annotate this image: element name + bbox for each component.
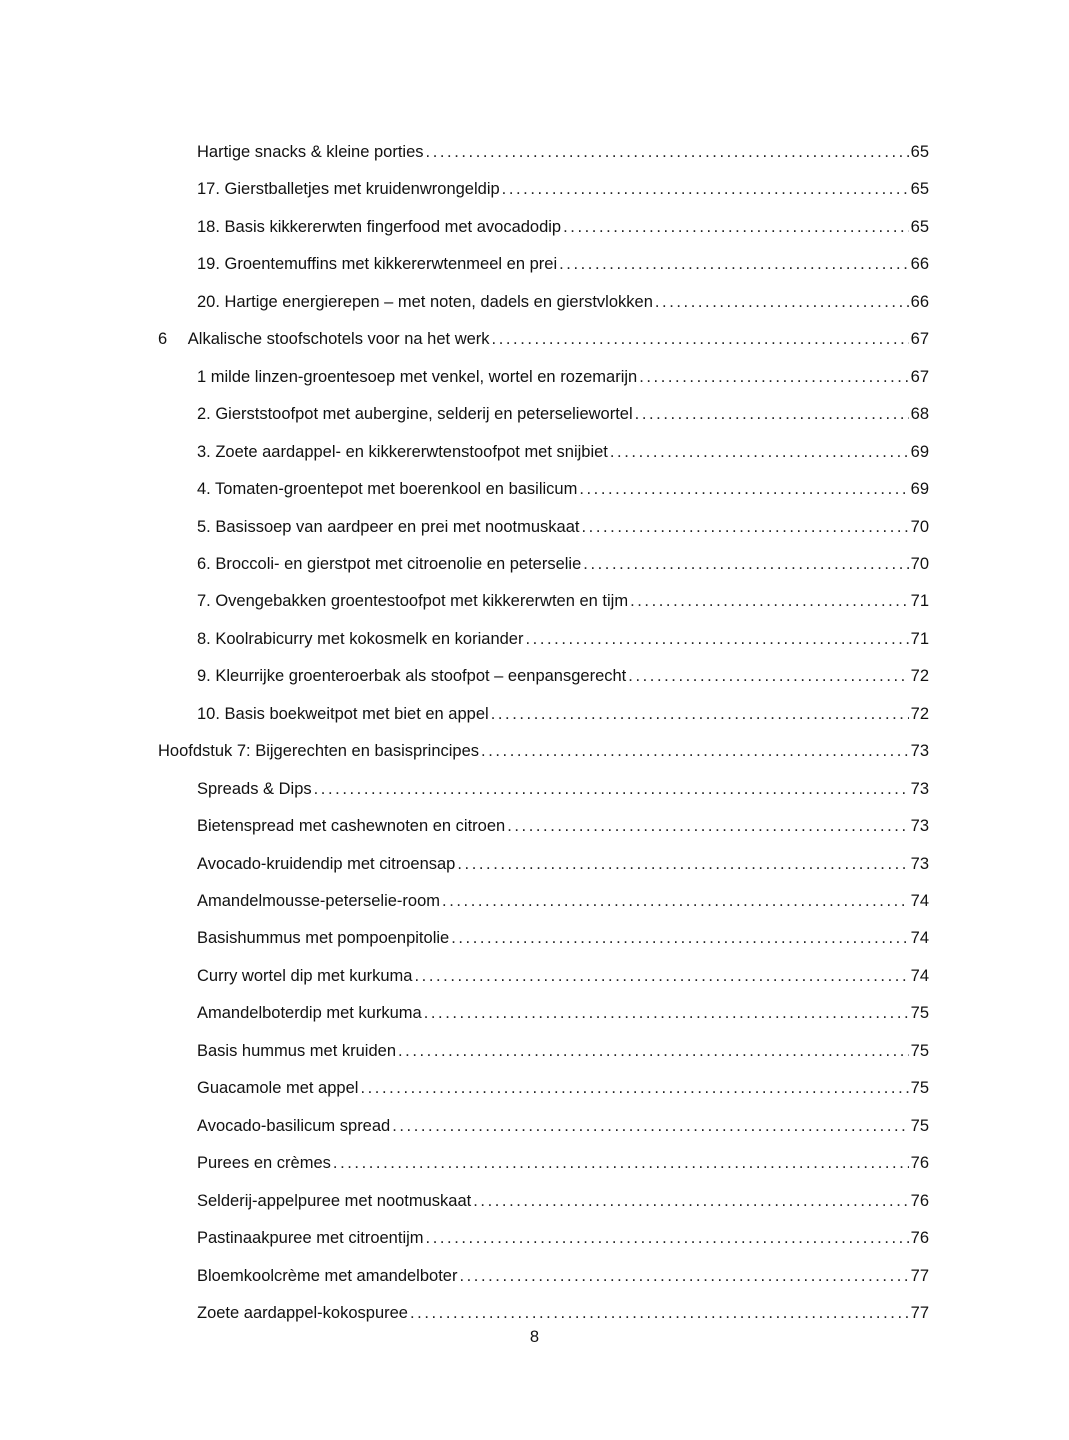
toc-entry[interactable]: [197, 214, 929, 240]
dot-leader: [473, 1188, 908, 1214]
toc-entry-page: 75: [910, 1004, 929, 1022]
toc-entry-title: 19. Groentemuffins met kikkererwtenmeel en prei: [197, 255, 558, 273]
toc-entry[interactable]: [197, 251, 929, 277]
dot-leader: [628, 663, 908, 689]
toc-entry[interactable]: [197, 925, 929, 951]
page-number: 8: [529, 1328, 540, 1346]
toc-entry-title: Purees en crèmes: [197, 1154, 331, 1172]
toc-entry-page: 72: [910, 667, 929, 685]
toc-entry-page: 75: [910, 1117, 929, 1135]
toc-entry[interactable]: [197, 439, 929, 465]
toc-entry-title: 1 milde linzen-groentesoep met venkel, wortel en rozemarijn: [197, 368, 638, 386]
toc-entry-title: Basishummus met pompoenpitolie: [197, 929, 450, 947]
toc-entry-title: Amandelboterdip met kurkuma: [197, 1004, 422, 1022]
toc-entry-page: 71: [910, 592, 929, 610]
toc-entry-page: 73: [910, 817, 929, 835]
toc-entry-page: 77: [910, 1304, 929, 1322]
dot-leader: [491, 701, 909, 727]
toc-entry[interactable]: [197, 176, 929, 202]
toc-entry-title: Basis hummus met kruiden: [197, 1042, 396, 1060]
toc-entry-title: 4. Tomaten-groentepot met boerenkool en basilicum: [197, 480, 578, 498]
dot-leader: [581, 514, 908, 540]
toc-entry-page: 74: [910, 929, 929, 947]
toc-entry[interactable]: [158, 326, 929, 352]
dot-leader: [459, 1263, 908, 1289]
toc-entry-title: Pastinaakpuree met citroentijm: [197, 1229, 424, 1247]
dot-leader: [424, 1000, 909, 1026]
dot-leader: [410, 1300, 909, 1326]
toc-entry-title: 2. Gierststoofpot met aubergine, selderij en peterseliewortel: [197, 405, 633, 423]
toc-entry[interactable]: [197, 663, 929, 689]
dot-leader: [451, 925, 908, 951]
toc-entry[interactable]: [197, 401, 929, 427]
toc-entry[interactable]: [197, 289, 929, 315]
toc-entry[interactable]: [158, 738, 929, 764]
toc-entry[interactable]: [197, 139, 929, 165]
toc-entry-page: 72: [910, 705, 929, 723]
toc-entry[interactable]: [197, 1300, 929, 1326]
toc-entry[interactable]: [197, 1188, 929, 1214]
toc-entry-page: 68: [910, 405, 929, 423]
dot-leader: [630, 588, 909, 614]
toc-entry-page: 66: [910, 255, 929, 273]
toc-entry-title: Spreads & Dips: [197, 780, 312, 798]
toc-entry-title: Avocado-kruidendip met citroensap: [197, 855, 456, 873]
toc-entry-title: 6. Broccoli- en gierstpot met citroenolie en peterselie: [197, 555, 582, 573]
dot-leader: [481, 738, 909, 764]
toc-entry[interactable]: [197, 1075, 929, 1101]
toc-entry-title: Alkalische stoofschotels voor na het werk: [187, 330, 490, 348]
dot-leader: [507, 813, 908, 839]
dot-leader: [414, 963, 908, 989]
dot-leader: [610, 439, 909, 465]
dot-leader: [525, 626, 908, 652]
toc-entry-page: 73: [910, 855, 929, 873]
toc-entry[interactable]: [197, 364, 929, 390]
toc-entry-page: 70: [910, 555, 929, 573]
toc-entry[interactable]: [197, 851, 929, 877]
dot-leader: [392, 1113, 908, 1139]
toc-entry-page: 73: [910, 742, 929, 760]
toc-entry[interactable]: [197, 476, 929, 502]
dot-leader: [655, 289, 909, 315]
toc-entry-page: 66: [910, 293, 929, 311]
toc-entry-title: Guacamole met appel: [197, 1079, 359, 1097]
toc-entry-page: 69: [910, 443, 929, 461]
toc-entry-page: 74: [910, 967, 929, 985]
dot-leader: [314, 776, 909, 802]
dot-leader: [398, 1038, 909, 1064]
toc-entry-title: Selderij-appelpuree met nootmuskaat: [197, 1192, 472, 1210]
toc-entry[interactable]: [197, 1225, 929, 1251]
toc-entry-title: 17. Gierstballetjes met kruidenwrongeldip: [197, 180, 500, 198]
toc-entry[interactable]: [197, 813, 929, 839]
toc-entry-title: Avocado-basilicum spread: [197, 1117, 391, 1135]
toc-entry[interactable]: [197, 888, 929, 914]
toc-entry[interactable]: [197, 1000, 929, 1026]
toc-entry-title: 3. Zoete aardappel- en kikkererwtenstoofpot met snijbiet: [197, 443, 608, 461]
toc-entry-title: Zoete aardappel-kokospuree: [197, 1304, 408, 1322]
toc-entry-title: 10. Basis boekweitpot met biet en appel: [197, 705, 489, 723]
toc-entry-page: 70: [910, 518, 929, 536]
toc-entry-page: 65: [910, 180, 929, 198]
toc-entry-page: 67: [910, 368, 929, 386]
toc-entry[interactable]: [197, 701, 929, 727]
toc-entry-title: Curry wortel dip met kurkuma: [197, 967, 413, 985]
dot-leader: [426, 139, 909, 165]
toc-entry[interactable]: [197, 963, 929, 989]
dot-leader: [583, 551, 908, 577]
toc-entry-number: 6: [158, 330, 168, 348]
dot-leader: [492, 326, 909, 352]
toc-entry-title: Hoofdstuk 7: Bijgerechten en basisprincipes: [158, 742, 480, 760]
dot-leader: [579, 476, 908, 502]
toc-entry-page: 69: [910, 480, 929, 498]
toc-entry[interactable]: [197, 626, 929, 652]
toc-entry[interactable]: [197, 1038, 929, 1064]
toc-entry[interactable]: [197, 1263, 929, 1289]
toc-entry-page: 65: [910, 143, 929, 161]
toc-entry-page: 67: [910, 330, 929, 348]
toc-entry-page: 76: [910, 1229, 929, 1247]
dot-leader: [502, 176, 909, 202]
toc-entry-page: 65: [910, 218, 929, 236]
toc-entry-page: 74: [910, 892, 929, 910]
toc-entry[interactable]: [197, 776, 929, 802]
toc-entry[interactable]: [197, 514, 929, 540]
dot-leader: [457, 851, 908, 877]
dot-leader: [559, 251, 909, 277]
toc-entry[interactable]: [197, 1150, 929, 1176]
toc-entry-title: Bietenspread met cashewnoten en citroen: [197, 817, 506, 835]
toc-entry-page: 71: [910, 630, 929, 648]
dot-leader: [333, 1150, 909, 1176]
toc-entry-title: 20. Hartige energierepen – met noten, dadels en gierstvlokken: [197, 293, 653, 311]
toc-entry-page: 75: [910, 1042, 929, 1060]
toc-entry-page: 75: [910, 1079, 929, 1097]
toc-entry-page: 73: [910, 780, 929, 798]
toc-entry-page: 76: [910, 1192, 929, 1210]
toc-entry-title: 8. Koolrabicurry met kokosmelk en koriander: [197, 630, 524, 648]
toc-entry[interactable]: [197, 551, 929, 577]
toc-entry-title: 5. Basissoep van aardpeer en prei met nootmuskaat: [197, 518, 580, 536]
toc-entry[interactable]: [197, 1113, 929, 1139]
toc-entry-title: 9. Kleurrijke groenteroerbak als stoofpot – eenpansgerecht: [197, 667, 627, 685]
toc-entry-title: 7. Ovengebakken groentestoofpot met kikkererwten en tijm: [197, 592, 629, 610]
toc-entry-title: Hartige snacks & kleine porties: [197, 143, 424, 161]
dot-leader: [563, 214, 909, 240]
toc-entry-title: Bloemkoolcrème met amandelboter: [197, 1267, 458, 1285]
toc-entry-page: 76: [910, 1154, 929, 1172]
toc-entry-title: Amandelmousse-peterselie-room: [197, 892, 441, 910]
dot-leader: [360, 1075, 908, 1101]
dot-leader: [635, 401, 909, 427]
toc-entry[interactable]: [197, 588, 929, 614]
dot-leader: [639, 364, 908, 390]
dot-leader: [442, 888, 909, 914]
toc-entry-page: 77: [910, 1267, 929, 1285]
toc-entry-title: 18. Basis kikkererwten fingerfood met avocadodip: [197, 218, 562, 236]
dot-leader: [426, 1225, 909, 1251]
